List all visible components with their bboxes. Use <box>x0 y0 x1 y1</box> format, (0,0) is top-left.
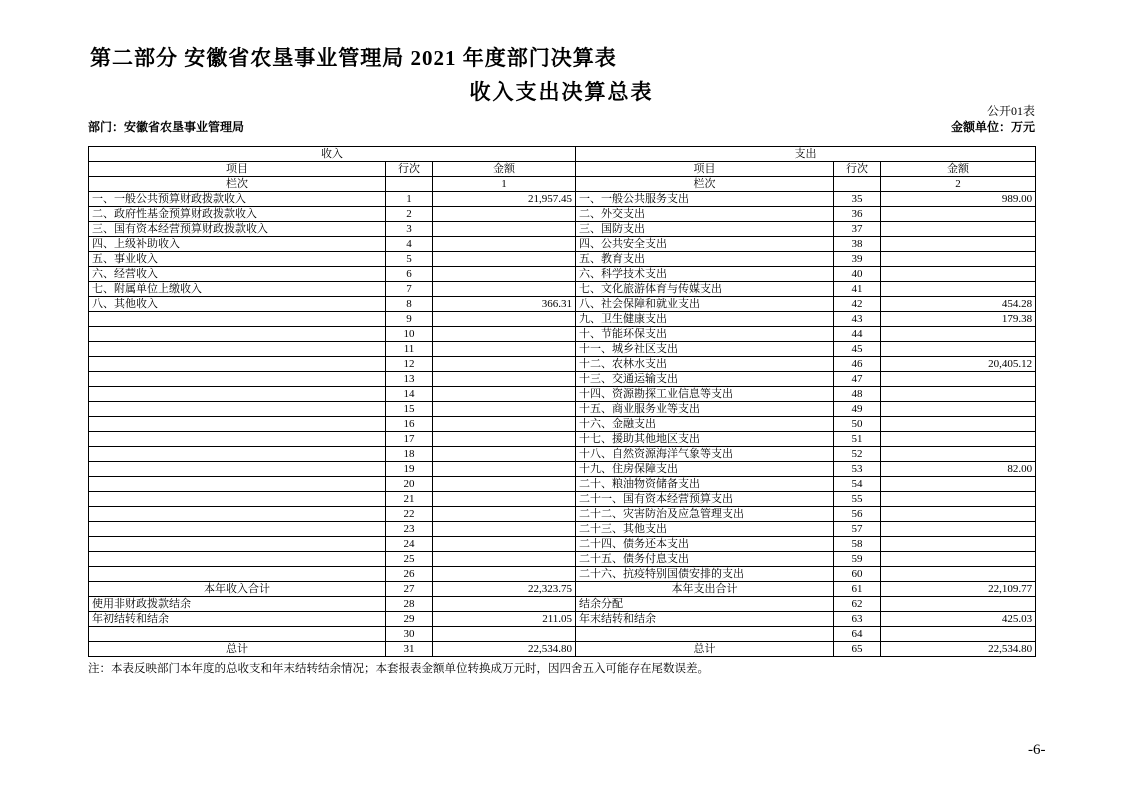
table-row <box>89 447 1036 462</box>
expense-item-cell: 四、公共安全支出 <box>576 237 834 252</box>
table-row <box>89 507 1036 522</box>
income-rowno-cell: 9 <box>386 312 433 327</box>
table-code-label: 公开01表 <box>986 104 1035 118</box>
expense-item-cell: 结余分配 <box>576 597 834 612</box>
expense-rowno-cell: 38 <box>834 237 881 252</box>
income-item-cell: 本年收入合计 <box>89 582 386 597</box>
income-amount-cell <box>433 357 576 372</box>
table-row <box>89 492 1036 507</box>
table-row <box>89 207 1036 222</box>
income-item-cell <box>89 522 386 537</box>
income-amount-cell <box>433 432 576 447</box>
income-amount-cell <box>433 552 576 567</box>
expense-rowno-cell: 50 <box>834 417 881 432</box>
table-row <box>89 627 1036 642</box>
table-row <box>89 642 1036 657</box>
expense-amount-cell: 82.00 <box>881 462 1036 477</box>
income-amount-cell <box>433 447 576 462</box>
income-amount-cell <box>433 567 576 582</box>
expense-rowno-column-header: 行次 <box>834 162 881 177</box>
income-rowno-cell: 23 <box>386 522 433 537</box>
table-row <box>89 222 1036 237</box>
income-rowno-cell: 31 <box>386 642 433 657</box>
income-rowno-cell: 12 <box>386 357 433 372</box>
expense-item-cell: 十一、城乡社区支出 <box>576 342 834 357</box>
income-item-cell: 七、附属单位上缴收入 <box>89 282 386 297</box>
meta-row <box>88 118 1035 135</box>
income-rowno-cell: 30 <box>386 627 433 642</box>
page-title: 第二部分 安徽省农垦事业管理局 2021 年度部门决算表 <box>90 46 617 70</box>
expense-item-cell: 二十二、灾害防治及应急管理支出 <box>576 507 834 522</box>
expense-rowno-cell: 51 <box>834 432 881 447</box>
income-amount-cell <box>433 372 576 387</box>
income-amount-column-header: 金额 <box>433 162 576 177</box>
expense-amount-cell: 22,109.77 <box>881 582 1036 597</box>
income-rowno-cell: 19 <box>386 462 433 477</box>
expense-rowno-cell: 65 <box>834 642 881 657</box>
income-amount-cell: 22,534.80 <box>433 642 576 657</box>
summary-table <box>88 146 1036 657</box>
expense-section-header: 支出 <box>576 147 1036 162</box>
footnote: 注：本表反映部门本年度的总收支和年末结转结余情况；本套报表金额单位转换成万元时，因四舍五入可能存在尾数误差。 <box>88 663 709 675</box>
income-amount-cell <box>433 417 576 432</box>
table-row <box>89 267 1036 282</box>
income-item-cell: 六、经营收入 <box>89 267 386 282</box>
expense-rowno-cell: 41 <box>834 282 881 297</box>
income-rowno-cell: 11 <box>386 342 433 357</box>
expense-rowno-cell: 55 <box>834 492 881 507</box>
expense-item-cell: 十、节能环保支出 <box>576 327 834 342</box>
expense-amount-cell <box>881 627 1036 642</box>
table-row <box>89 372 1036 387</box>
income-amount-cell <box>433 222 576 237</box>
income-item-cell <box>89 552 386 567</box>
expense-amount-cell <box>881 237 1036 252</box>
income-item-cell <box>89 402 386 417</box>
column-index-row <box>89 177 1036 192</box>
income-item-cell <box>89 327 386 342</box>
income-rowno-cell: 13 <box>386 372 433 387</box>
expense-rowno-cell: 59 <box>834 552 881 567</box>
table-row <box>89 282 1036 297</box>
expense-rowno-cell: 49 <box>834 402 881 417</box>
income-item-cell: 五、事业收入 <box>89 252 386 267</box>
expense-item-cell: 二十五、债务付息支出 <box>576 552 834 567</box>
expense-amount-cell <box>881 417 1036 432</box>
income-amount-cell <box>433 282 576 297</box>
income-item-cell <box>89 417 386 432</box>
expense-item-cell: 七、文化旅游体育与传媒支出 <box>576 282 834 297</box>
table-row <box>89 312 1036 327</box>
table-body <box>89 192 1036 657</box>
expense-amount-column-header: 金额 <box>881 162 1036 177</box>
section-header-row <box>89 147 1036 162</box>
expense-item-cell: 二十六、抗疫特别国债安排的支出 <box>576 567 834 582</box>
income-rowno-cell: 6 <box>386 267 433 282</box>
expense-rowno-cell: 53 <box>834 462 881 477</box>
income-rowno-cell: 20 <box>386 477 433 492</box>
table-row <box>89 387 1036 402</box>
expense-rowno-cell: 42 <box>834 297 881 312</box>
income-amount-cell: 211.05 <box>433 612 576 627</box>
expense-rowno-cell: 61 <box>834 582 881 597</box>
expense-amount-cell <box>881 282 1036 297</box>
income-rowno-cell: 5 <box>386 252 433 267</box>
expense-amount-cell: 179.38 <box>881 312 1036 327</box>
expense-amount-cell: 22,534.80 <box>881 642 1036 657</box>
income-rowno-cell: 1 <box>386 192 433 207</box>
expense-item-cell: 九、卫生健康支出 <box>576 312 834 327</box>
income-rowno-cell: 2 <box>386 207 433 222</box>
income-amount-cell <box>433 312 576 327</box>
income-amount-cell <box>433 327 576 342</box>
income-amount-cell <box>433 207 576 222</box>
income-amount-cell <box>433 267 576 282</box>
expense-amount-cell <box>881 222 1036 237</box>
table-row <box>89 582 1036 597</box>
expense-rowno-cell: 47 <box>834 372 881 387</box>
page-number: -6- <box>1028 742 1046 758</box>
income-rowno-cell: 16 <box>386 417 433 432</box>
expense-rowno-cell: 58 <box>834 537 881 552</box>
income-item-cell <box>89 342 386 357</box>
expense-amount-cell <box>881 252 1036 267</box>
expense-column-index-blank <box>834 177 881 192</box>
income-item-cell: 总计 <box>89 642 386 657</box>
income-rowno-cell: 15 <box>386 402 433 417</box>
expense-item-cell: 二十四、债务还本支出 <box>576 537 834 552</box>
income-amount-cell <box>433 597 576 612</box>
expense-rowno-cell: 64 <box>834 627 881 642</box>
income-item-cell <box>89 507 386 522</box>
income-amount-cell: 21,957.45 <box>433 192 576 207</box>
expense-amount-cell: 425.03 <box>881 612 1036 627</box>
expense-rowno-cell: 35 <box>834 192 881 207</box>
table-row <box>89 462 1036 477</box>
expense-amount-cell <box>881 597 1036 612</box>
expense-rowno-cell: 45 <box>834 342 881 357</box>
table-row <box>89 357 1036 372</box>
income-item-cell <box>89 462 386 477</box>
income-item-cell <box>89 372 386 387</box>
income-rowno-cell: 7 <box>386 282 433 297</box>
expense-item-cell: 三、国防支出 <box>576 222 834 237</box>
expense-item-cell: 二十三、其他支出 <box>576 522 834 537</box>
income-amount-cell: 366.31 <box>433 297 576 312</box>
income-column-index-label: 栏次 <box>89 177 386 192</box>
expense-amount-cell <box>881 387 1036 402</box>
income-item-cell: 四、上级补助收入 <box>89 237 386 252</box>
expense-amount-cell <box>881 327 1036 342</box>
income-amount-cell <box>433 462 576 477</box>
income-item-cell <box>89 492 386 507</box>
expense-amount-cell <box>881 522 1036 537</box>
expense-amount-cell <box>881 567 1036 582</box>
expense-amount-cell <box>881 492 1036 507</box>
expense-item-cell: 十二、农林水支出 <box>576 357 834 372</box>
income-item-cell: 二、政府性基金预算财政拨款收入 <box>89 207 386 222</box>
expense-rowno-cell: 44 <box>834 327 881 342</box>
table-row <box>89 552 1036 567</box>
income-rowno-cell: 28 <box>386 597 433 612</box>
income-amount-cell <box>433 522 576 537</box>
income-amount-cell: 22,323.75 <box>433 582 576 597</box>
expense-item-column-header: 项目 <box>576 162 834 177</box>
expense-amount-cell <box>881 477 1036 492</box>
income-rowno-cell: 17 <box>386 432 433 447</box>
income-rowno-cell: 22 <box>386 507 433 522</box>
expense-amount-cell <box>881 432 1036 447</box>
expense-amount-cell <box>881 447 1036 462</box>
expense-item-cell: 二十、粮油物资储备支出 <box>576 477 834 492</box>
expense-amount-cell <box>881 342 1036 357</box>
expense-rowno-cell: 46 <box>834 357 881 372</box>
column-header-row <box>89 162 1036 177</box>
income-amount-cell <box>433 402 576 417</box>
expense-amount-cell <box>881 402 1036 417</box>
expense-rowno-cell: 56 <box>834 507 881 522</box>
unit-label: 金额单位：万元 <box>950 120 1035 134</box>
expense-rowno-cell: 62 <box>834 597 881 612</box>
table-row <box>89 192 1036 207</box>
income-amount-cell <box>433 342 576 357</box>
expense-amount-cell: 989.00 <box>881 192 1036 207</box>
income-rowno-cell: 3 <box>386 222 433 237</box>
income-rowno-cell: 18 <box>386 447 433 462</box>
income-item-cell <box>89 537 386 552</box>
income-rowno-cell: 8 <box>386 297 433 312</box>
income-rowno-cell: 25 <box>386 552 433 567</box>
expense-rowno-cell: 54 <box>834 477 881 492</box>
expense-amount-cell: 20,405.12 <box>881 357 1036 372</box>
expense-item-cell: 六、科学技术支出 <box>576 267 834 282</box>
table-row <box>89 237 1036 252</box>
expense-amount-cell <box>881 267 1036 282</box>
income-rowno-cell: 10 <box>386 327 433 342</box>
table-row <box>89 612 1036 627</box>
expense-item-cell: 十九、住房保障支出 <box>576 462 834 477</box>
income-item-cell <box>89 567 386 582</box>
income-item-cell <box>89 387 386 402</box>
income-column-index-blank <box>386 177 433 192</box>
table-row <box>89 522 1036 537</box>
table-row <box>89 342 1036 357</box>
income-rowno-cell: 14 <box>386 387 433 402</box>
income-rowno-cell: 26 <box>386 567 433 582</box>
expense-item-cell: 年末结转和结余 <box>576 612 834 627</box>
income-rowno-column-header: 行次 <box>386 162 433 177</box>
expense-amount-cell <box>881 207 1036 222</box>
table-row <box>89 402 1036 417</box>
expense-rowno-cell: 36 <box>834 207 881 222</box>
income-item-cell: 八、其他收入 <box>89 297 386 312</box>
income-item-cell <box>89 432 386 447</box>
table-title: 收入支出决算总表 <box>469 80 654 104</box>
expense-item-cell <box>576 627 834 642</box>
income-item-cell <box>89 447 386 462</box>
income-item-cell: 年初结转和结余 <box>89 612 386 627</box>
expense-amount-cell <box>881 507 1036 522</box>
income-amount-cell <box>433 537 576 552</box>
income-item-cell <box>89 627 386 642</box>
income-amount-cell <box>433 252 576 267</box>
table-row <box>89 417 1036 432</box>
expense-column-index: 2 <box>881 177 1036 192</box>
expense-amount-cell <box>881 552 1036 567</box>
expense-amount-cell <box>881 537 1036 552</box>
table-row <box>89 297 1036 312</box>
expense-item-cell: 一、一般公共服务支出 <box>576 192 834 207</box>
expense-rowno-cell: 37 <box>834 222 881 237</box>
expense-rowno-cell: 63 <box>834 612 881 627</box>
income-rowno-cell: 24 <box>386 537 433 552</box>
expense-item-cell: 八、社会保障和就业支出 <box>576 297 834 312</box>
expense-rowno-cell: 48 <box>834 387 881 402</box>
expense-rowno-cell: 39 <box>834 252 881 267</box>
expense-item-cell: 十三、交通运输支出 <box>576 372 834 387</box>
expense-item-cell: 二、外交支出 <box>576 207 834 222</box>
income-item-cell: 使用非财政拨款结余 <box>89 597 386 612</box>
expense-rowno-cell: 52 <box>834 447 881 462</box>
expense-item-cell: 十六、金融支出 <box>576 417 834 432</box>
table-row <box>89 567 1036 582</box>
expense-rowno-cell: 57 <box>834 522 881 537</box>
income-rowno-cell: 29 <box>386 612 433 627</box>
table-row <box>89 327 1036 342</box>
table-row <box>89 477 1036 492</box>
income-amount-cell <box>433 627 576 642</box>
income-item-cell <box>89 312 386 327</box>
income-column-index: 1 <box>433 177 576 192</box>
expense-rowno-cell: 40 <box>834 267 881 282</box>
income-section-header: 收入 <box>89 147 576 162</box>
expense-rowno-cell: 60 <box>834 567 881 582</box>
table-row <box>89 597 1036 612</box>
expense-column-index-label: 栏次 <box>576 177 834 192</box>
expense-item-cell: 本年支出合计 <box>576 582 834 597</box>
income-amount-cell <box>433 492 576 507</box>
income-amount-cell <box>433 237 576 252</box>
expense-item-cell: 十五、商业服务业等支出 <box>576 402 834 417</box>
income-item-cell: 三、国有资本经营预算财政拨款收入 <box>89 222 386 237</box>
income-item-cell <box>89 477 386 492</box>
expense-item-cell: 总计 <box>576 642 834 657</box>
table-row <box>89 432 1036 447</box>
table-row <box>89 252 1036 267</box>
table-row <box>89 537 1036 552</box>
income-rowno-cell: 27 <box>386 582 433 597</box>
income-rowno-cell: 21 <box>386 492 433 507</box>
expense-item-cell: 十八、自然资源海洋气象等支出 <box>576 447 834 462</box>
expense-item-cell: 十七、援助其他地区支出 <box>576 432 834 447</box>
expense-rowno-cell: 43 <box>834 312 881 327</box>
expense-item-cell: 十四、资源勘探工业信息等支出 <box>576 387 834 402</box>
expense-item-cell: 二十一、国有资本经营预算支出 <box>576 492 834 507</box>
expense-amount-cell: 454.28 <box>881 297 1036 312</box>
income-item-cell <box>89 357 386 372</box>
income-amount-cell <box>433 387 576 402</box>
income-amount-cell <box>433 507 576 522</box>
income-amount-cell <box>433 477 576 492</box>
income-item-cell: 一、一般公共预算财政拨款收入 <box>89 192 386 207</box>
department-label: 部门：安徽省农垦事业管理局 <box>88 120 245 134</box>
expense-amount-cell <box>881 372 1036 387</box>
income-rowno-cell: 4 <box>386 237 433 252</box>
expense-item-cell: 五、教育支出 <box>576 252 834 267</box>
income-item-column-header: 项目 <box>89 162 386 177</box>
